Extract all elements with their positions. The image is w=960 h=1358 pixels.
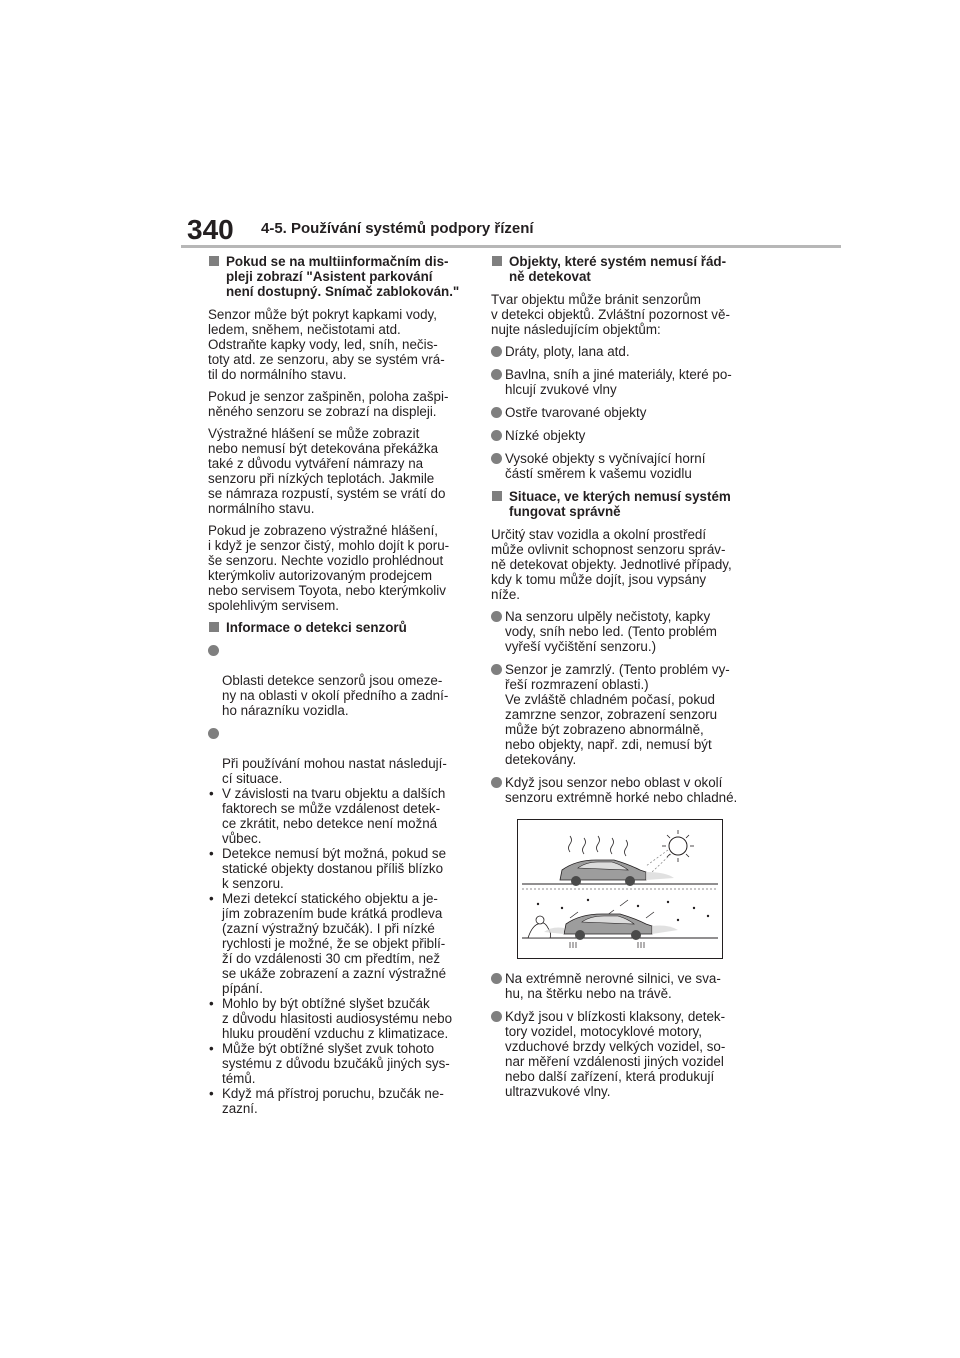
list-item-text: Senzor je zamrzlý. (Tento problém vy- řeší rozmrazení oblasti.) Ve zvláště chladném počasí, pokud zamrzne senzor, zobrazení senzoru může být zobrazeno abnormálně, nebo objekty, např. zdi, nemusí být detekovány. (505, 662, 730, 767)
paragraph: Určitý stav vozidla a okolní prostředí může ovlivnit schopnost senzoru správ- ně detekovat objekty. Jednotlivé případy, kdy k tomu může dojít, jsou vypsány níže. (491, 527, 732, 602)
round-bullet-icon (491, 453, 502, 464)
sub-list-item-text: Když má přístroj poruchu, bzučák ne- zazní. (222, 1086, 444, 1116)
list-item-text: Oblasti detekce senzorů jsou omeze- ny na oblasti v okolí předního a zadní- ho nárazníku vozidla. (222, 673, 449, 718)
list-item (491, 451, 753, 481)
dot-mark-icon: • (209, 786, 214, 801)
snow-pile-icon (528, 916, 551, 938)
weather-conditions-illustration (517, 819, 723, 959)
round-bullet-icon (491, 346, 502, 357)
list-item-text: Dráty, ploty, lana atd. (505, 344, 630, 359)
list-item-text: Na senzoru ulpěly nečistoty, kapky vody, sníh nebo led. (Tento problém vyřeší vyčištění senzoru.) (505, 609, 717, 654)
dot-mark-icon: • (209, 1041, 214, 1056)
heading-text: Situace, ve kterých nemusí systém fungovat správně (509, 489, 731, 519)
round-bullet-icon (491, 973, 502, 984)
list-item (208, 643, 468, 718)
round-bullet-icon (491, 611, 502, 622)
sub-list-item-text: Může být obtížné slyšet zvuk tohoto systému z důvodu bzučáků jiných sys- témů. (222, 1041, 450, 1086)
heading-malfunction-situations (491, 489, 753, 519)
round-bullet-icon (491, 777, 502, 788)
paragraph: Pokud je senzor zašpiněn, poloha zašpi- něného senzoru se zobrazí na displeji. (208, 389, 449, 419)
heading-sensor-detection-info (208, 620, 468, 635)
square-bullet-icon (209, 256, 219, 266)
page-number: 340 (187, 214, 234, 245)
list-item-text: Na extrémně nerovné silnici, ve sva- hu, na štěrku nebo na trávě. (505, 971, 721, 1001)
paragraph: Tvar objektu může bránit senzorům v detekci objektů. Zvláštní pozornost vě- nujte následujícím objektům: (491, 292, 730, 337)
list-item (491, 609, 753, 654)
square-bullet-icon (492, 256, 502, 266)
sub-list-item (208, 996, 468, 1041)
list-item-text: Vysoké objekty s vyčnívající horní částí směrem k vašemu vozidlu (505, 451, 706, 481)
dot-mark-icon: • (209, 1086, 214, 1101)
list-item (491, 344, 753, 359)
car-icon (560, 860, 674, 886)
page-header (181, 206, 841, 246)
heading-text: Objekty, které systém nemusí řád- ně detekovat (509, 254, 727, 284)
dot-mark-icon: • (209, 996, 214, 1011)
heading-text: Informace o detekci senzorů (226, 620, 407, 635)
list-item-text: Bavlna, sníh a jiné materiály, které po- hlcují zvukové vlny (505, 367, 732, 397)
round-bullet-icon (491, 369, 502, 380)
sub-list-item-text: Mezi detekcí statického objektu a je- jím zobrazením bude krátká prodleva (zazní výstražný bzučák). I při nízké rychlosti je možné, že se objekt přiblí- ží do vzdálenosti 30 cm předtím, než se ukáže zobrazení a zazní výstražné pípání. (222, 891, 447, 996)
sub-list-item (208, 846, 468, 891)
sub-list-item (208, 1041, 468, 1086)
list-item-text: Ostře tvarované objekty (505, 405, 647, 420)
left-column (208, 254, 468, 1124)
sub-list-item (208, 1086, 468, 1116)
header-rule (181, 245, 841, 248)
list-item (491, 662, 753, 767)
round-bullet-icon (491, 664, 502, 675)
section-title: 4-5. Používání systémů podpory řízení (261, 220, 534, 237)
list-item (208, 726, 468, 786)
list-item-text: Když jsou senzor nebo oblast v okolí senzoru extrémně horké nebo chladné. (505, 775, 738, 805)
round-bullet-icon (491, 430, 502, 441)
sub-list-item (208, 786, 468, 846)
list-item (491, 1009, 753, 1099)
round-bullet-icon (491, 407, 502, 418)
list-item (491, 405, 753, 420)
square-bullet-icon (209, 622, 219, 632)
square-bullet-icon (492, 491, 502, 501)
heading-display-warning (208, 254, 468, 299)
sub-list (208, 786, 468, 1116)
sub-list-item-text: V závislosti na tvaru objektu a dalších faktorech se může vzdálenost detek- ce zkrátit, nebo detekce není možná vůbec. (222, 786, 446, 846)
right-column (491, 254, 753, 1107)
paragraph: Senzor může být pokryt kapkami vody, ledem, sněhem, nečistotami atd. Odstraňte kapky vody, led, sníh, nečis- toty atd. ze senzoru, aby se systém vrá- til do normálního stavu. (208, 307, 445, 382)
sub-list-item (208, 891, 468, 996)
heat-waves-icon (569, 836, 628, 856)
paragraph: Pokud je zobrazeno výstražné hlášení, i když je senzor čistý, mohlo dojít k poru- še senzoru. Nechte vozidlo prohlédnout kterýmkoliv autorizovaným prodejcem nebo servisem Toyota, nebo kterýmkoliv spolehlivým servisem. (208, 523, 450, 613)
round-bullet-icon (491, 1011, 502, 1022)
round-bullet-icon (208, 728, 219, 739)
sun-icon (646, 830, 694, 872)
sub-list-item-text: Detekce nemusí být možná, pokud se statické objekty dostanou příliš blízko k senzoru. (222, 846, 447, 891)
car-icon (544, 914, 678, 940)
list-item (491, 367, 753, 397)
list-item (491, 428, 753, 443)
paragraph: Výstražné hlášení se může zobrazit nebo nemusí být detekována překážka také z důvodu vytváření námrazy na senzoru při nízkých teplotách. Jakmile se námraza rozpustí, systém se vrátí do normálního stavu. (208, 426, 446, 516)
list-item-text: Když jsou v blízkosti klaksony, detek- tory vozidel, motocyklové motory, vzduchové brzdy velkých vozidel, so- nar měření vzdálenosti jiných vozidel nebo další zařízení, která produkují ultrazvukové vlny. (505, 1009, 726, 1099)
heading-undetectable-objects (491, 254, 753, 284)
dot-mark-icon: • (209, 846, 214, 861)
dot-mark-icon: • (209, 891, 214, 906)
ice-marks-icon (570, 942, 644, 948)
heading-text: Pokud se na multiinformačním dis- pleji zobrazí "Asistent parkování není dostupný. Snímač zablokován." (226, 254, 460, 299)
list-item (491, 775, 753, 805)
list-item-text: Nízké objekty (505, 428, 586, 443)
list-item-text: Při používání mohou nastat následují- cí situace. (222, 756, 447, 786)
sub-list-item-text: Mohlo by být obtížné slyšet bzučák z důvodu hlasitosti audiosystému nebo hluku proudění vzduchu z klimatizace. (222, 996, 453, 1041)
round-bullet-icon (208, 645, 219, 656)
list-item (491, 971, 753, 1001)
